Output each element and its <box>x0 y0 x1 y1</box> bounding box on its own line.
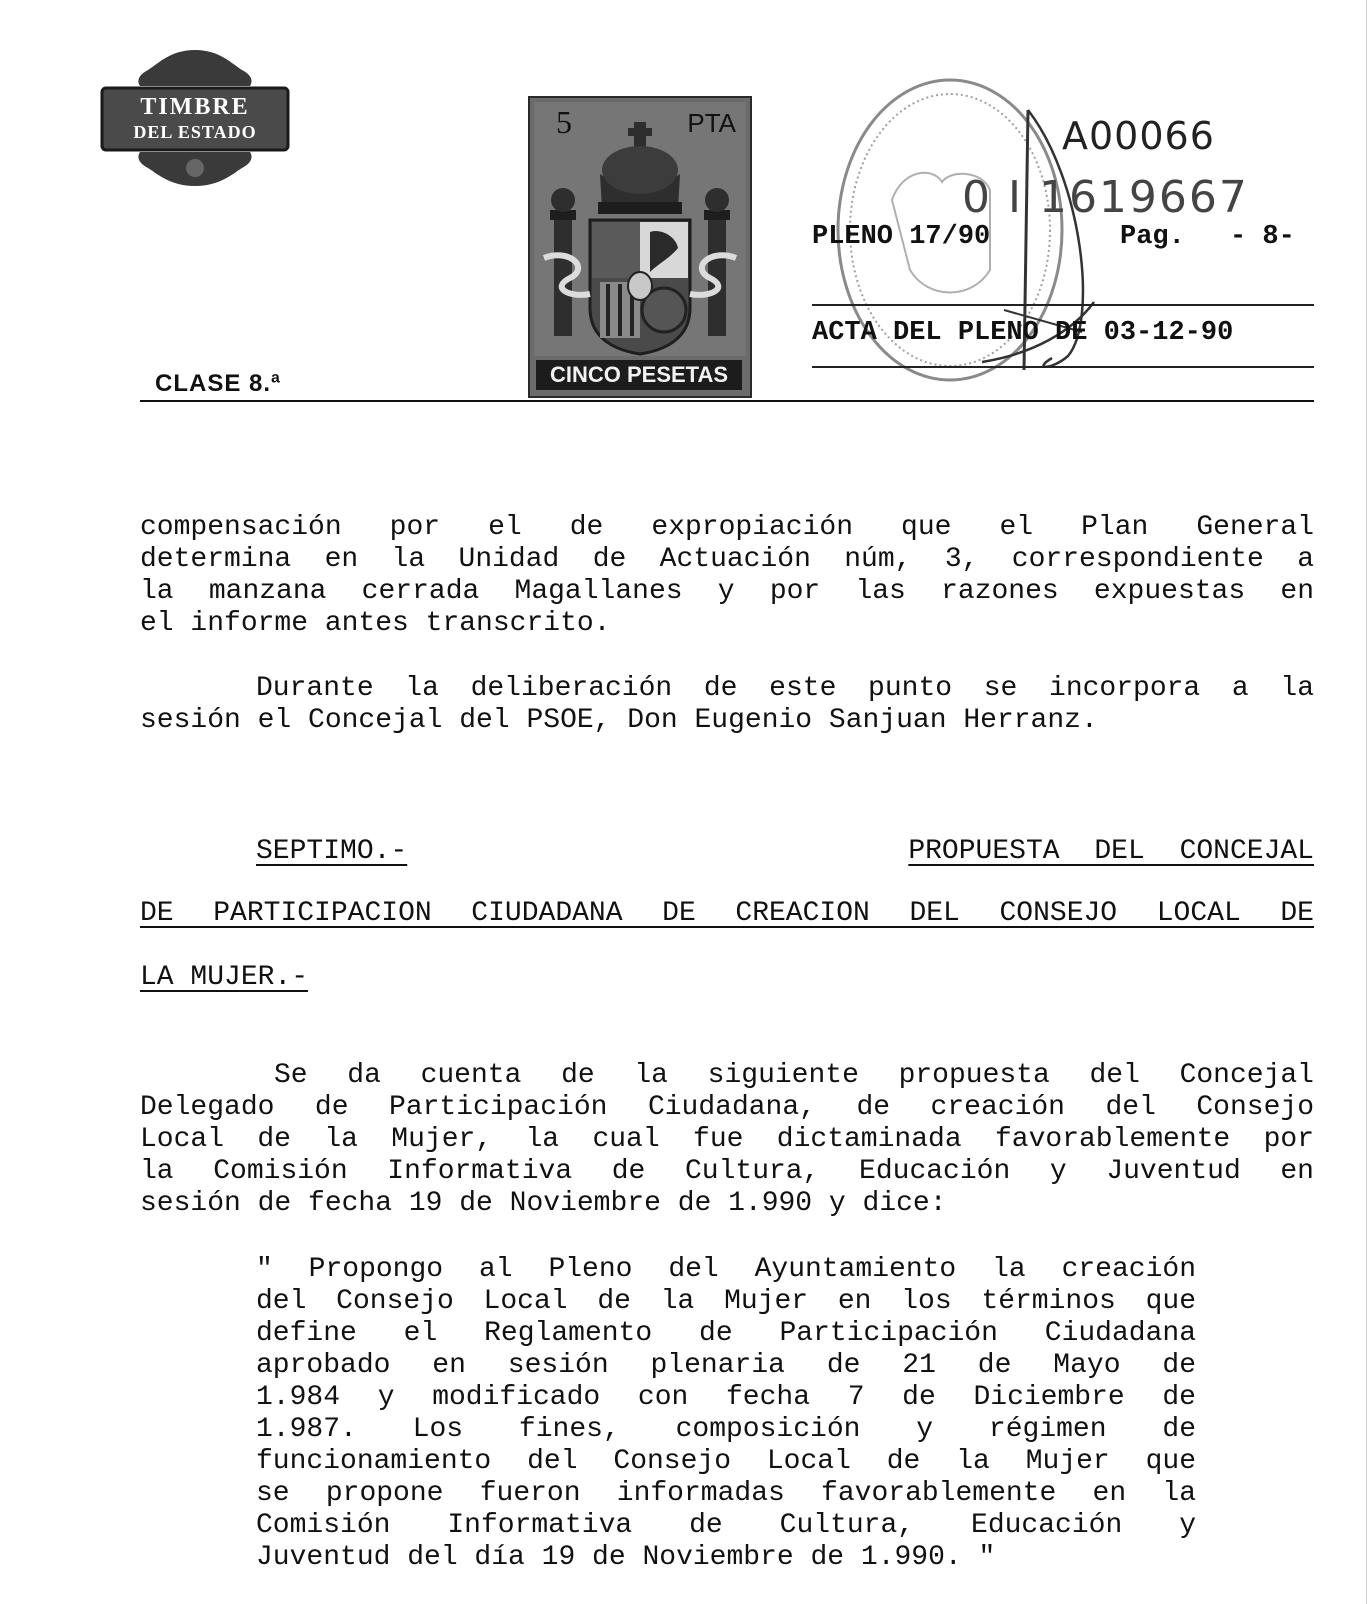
quote-line: aprobado en sesión plenaria de 21 de Mayo de <box>256 1350 1196 1381</box>
pleno-label: PLENO 17/90 <box>812 222 991 252</box>
text-line: compensación por el de expropiación que el Plan General <box>140 512 1314 543</box>
section-heading-line2: DE PARTICIPACION CIUDADANA DE CREACION DEL CONSEJO LOCAL DE <box>140 898 1314 929</box>
stamp-caption: CINCO PESETAS <box>536 360 742 390</box>
section-heading-number: SEPTIMO.- <box>256 836 408 867</box>
timbre-del-estado-emblem <box>100 44 290 192</box>
text-line: sesión el Concejal del PSOE, Don Eugenio Sanjuan Herranz. <box>140 705 1098 736</box>
timbre-line1: TIMBRE <box>140 94 250 120</box>
serial-number: 0 I 1619667 <box>962 172 1249 223</box>
quote-line: Juventud del día 19 de Noviembre de 1.990. " <box>256 1542 996 1573</box>
pag-label: Pag. <box>1120 222 1185 252</box>
serial-top: A00066 <box>1062 114 1215 158</box>
quote-line: Comisión Informativa de Cultura, Educación y <box>256 1510 1196 1541</box>
timbre-line2: DEL ESTADO <box>133 122 257 142</box>
header-rule <box>140 400 1314 402</box>
page-edge-line <box>1366 0 1367 1604</box>
text-line: Local de la Mujer, la cual fue dictaminada favorablemente por <box>140 1124 1314 1155</box>
quote-line: se propone fueron informadas favorablemente en la <box>256 1478 1196 1509</box>
page-number: - 8- <box>1230 222 1295 252</box>
text-line: Se da cuenta de la siguiente propuesta del Concejal <box>274 1060 1314 1091</box>
text-line: sesión de fecha 19 de Noviembre de 1.990 y dice: <box>140 1188 947 1219</box>
text-line: la Comisión Informativa de Cultura, Educación y Juventud en <box>140 1156 1314 1187</box>
acta-label: ACTA DEL PLENO DE 03-12-90 <box>812 318 1234 348</box>
quote-line: del Consejo Local de la Mujer en los términos que <box>256 1286 1196 1317</box>
text-line: el informe antes transcrito. <box>140 608 611 639</box>
stamp-value: 5 <box>556 104 572 140</box>
text-line: la manzana cerrada Magallanes y por las razones expuestas en <box>140 576 1314 607</box>
section-heading-line3: LA MUJER.- <box>140 962 309 993</box>
quoted-proposal <box>256 1254 1196 1574</box>
clase-label: CLASE 8.ª <box>155 370 281 397</box>
header-rule-acta <box>812 366 1314 368</box>
quote-line: 1.984 y modificado con fecha 7 de Diciembre de <box>256 1382 1196 1413</box>
text-line: Delegado de Participación Ciudadana, de creación del Consejo <box>140 1092 1314 1123</box>
coat-of-arms-icon <box>530 98 750 396</box>
paragraph-proposal-intro <box>140 1060 1314 1220</box>
quote-line: funcionamiento del Consejo Local de la Mujer que <box>256 1446 1196 1477</box>
quote-line: define el Reglamento de Participación Ciudadana <box>256 1318 1196 1349</box>
section-heading-title: PROPUESTA DEL CONCEJAL <box>908 836 1314 867</box>
revenue-stamp <box>528 96 752 398</box>
quote-line: 1.987. Los fines, composición y régimen de <box>256 1414 1196 1445</box>
text-line: determina en la Unidad de Actuación núm, 3, correspondiente a <box>140 544 1314 575</box>
text-line: Durante la deliberación de este punto se incorpora a la <box>256 673 1314 704</box>
paragraph-continuation <box>140 512 1314 640</box>
quote-line: " Propongo al Pleno del Ayuntamiento la creación <box>256 1254 1196 1285</box>
paragraph-deliberation <box>140 673 1314 737</box>
header-rule-middle <box>812 304 1314 306</box>
stamp-unit: PTA <box>687 108 736 138</box>
